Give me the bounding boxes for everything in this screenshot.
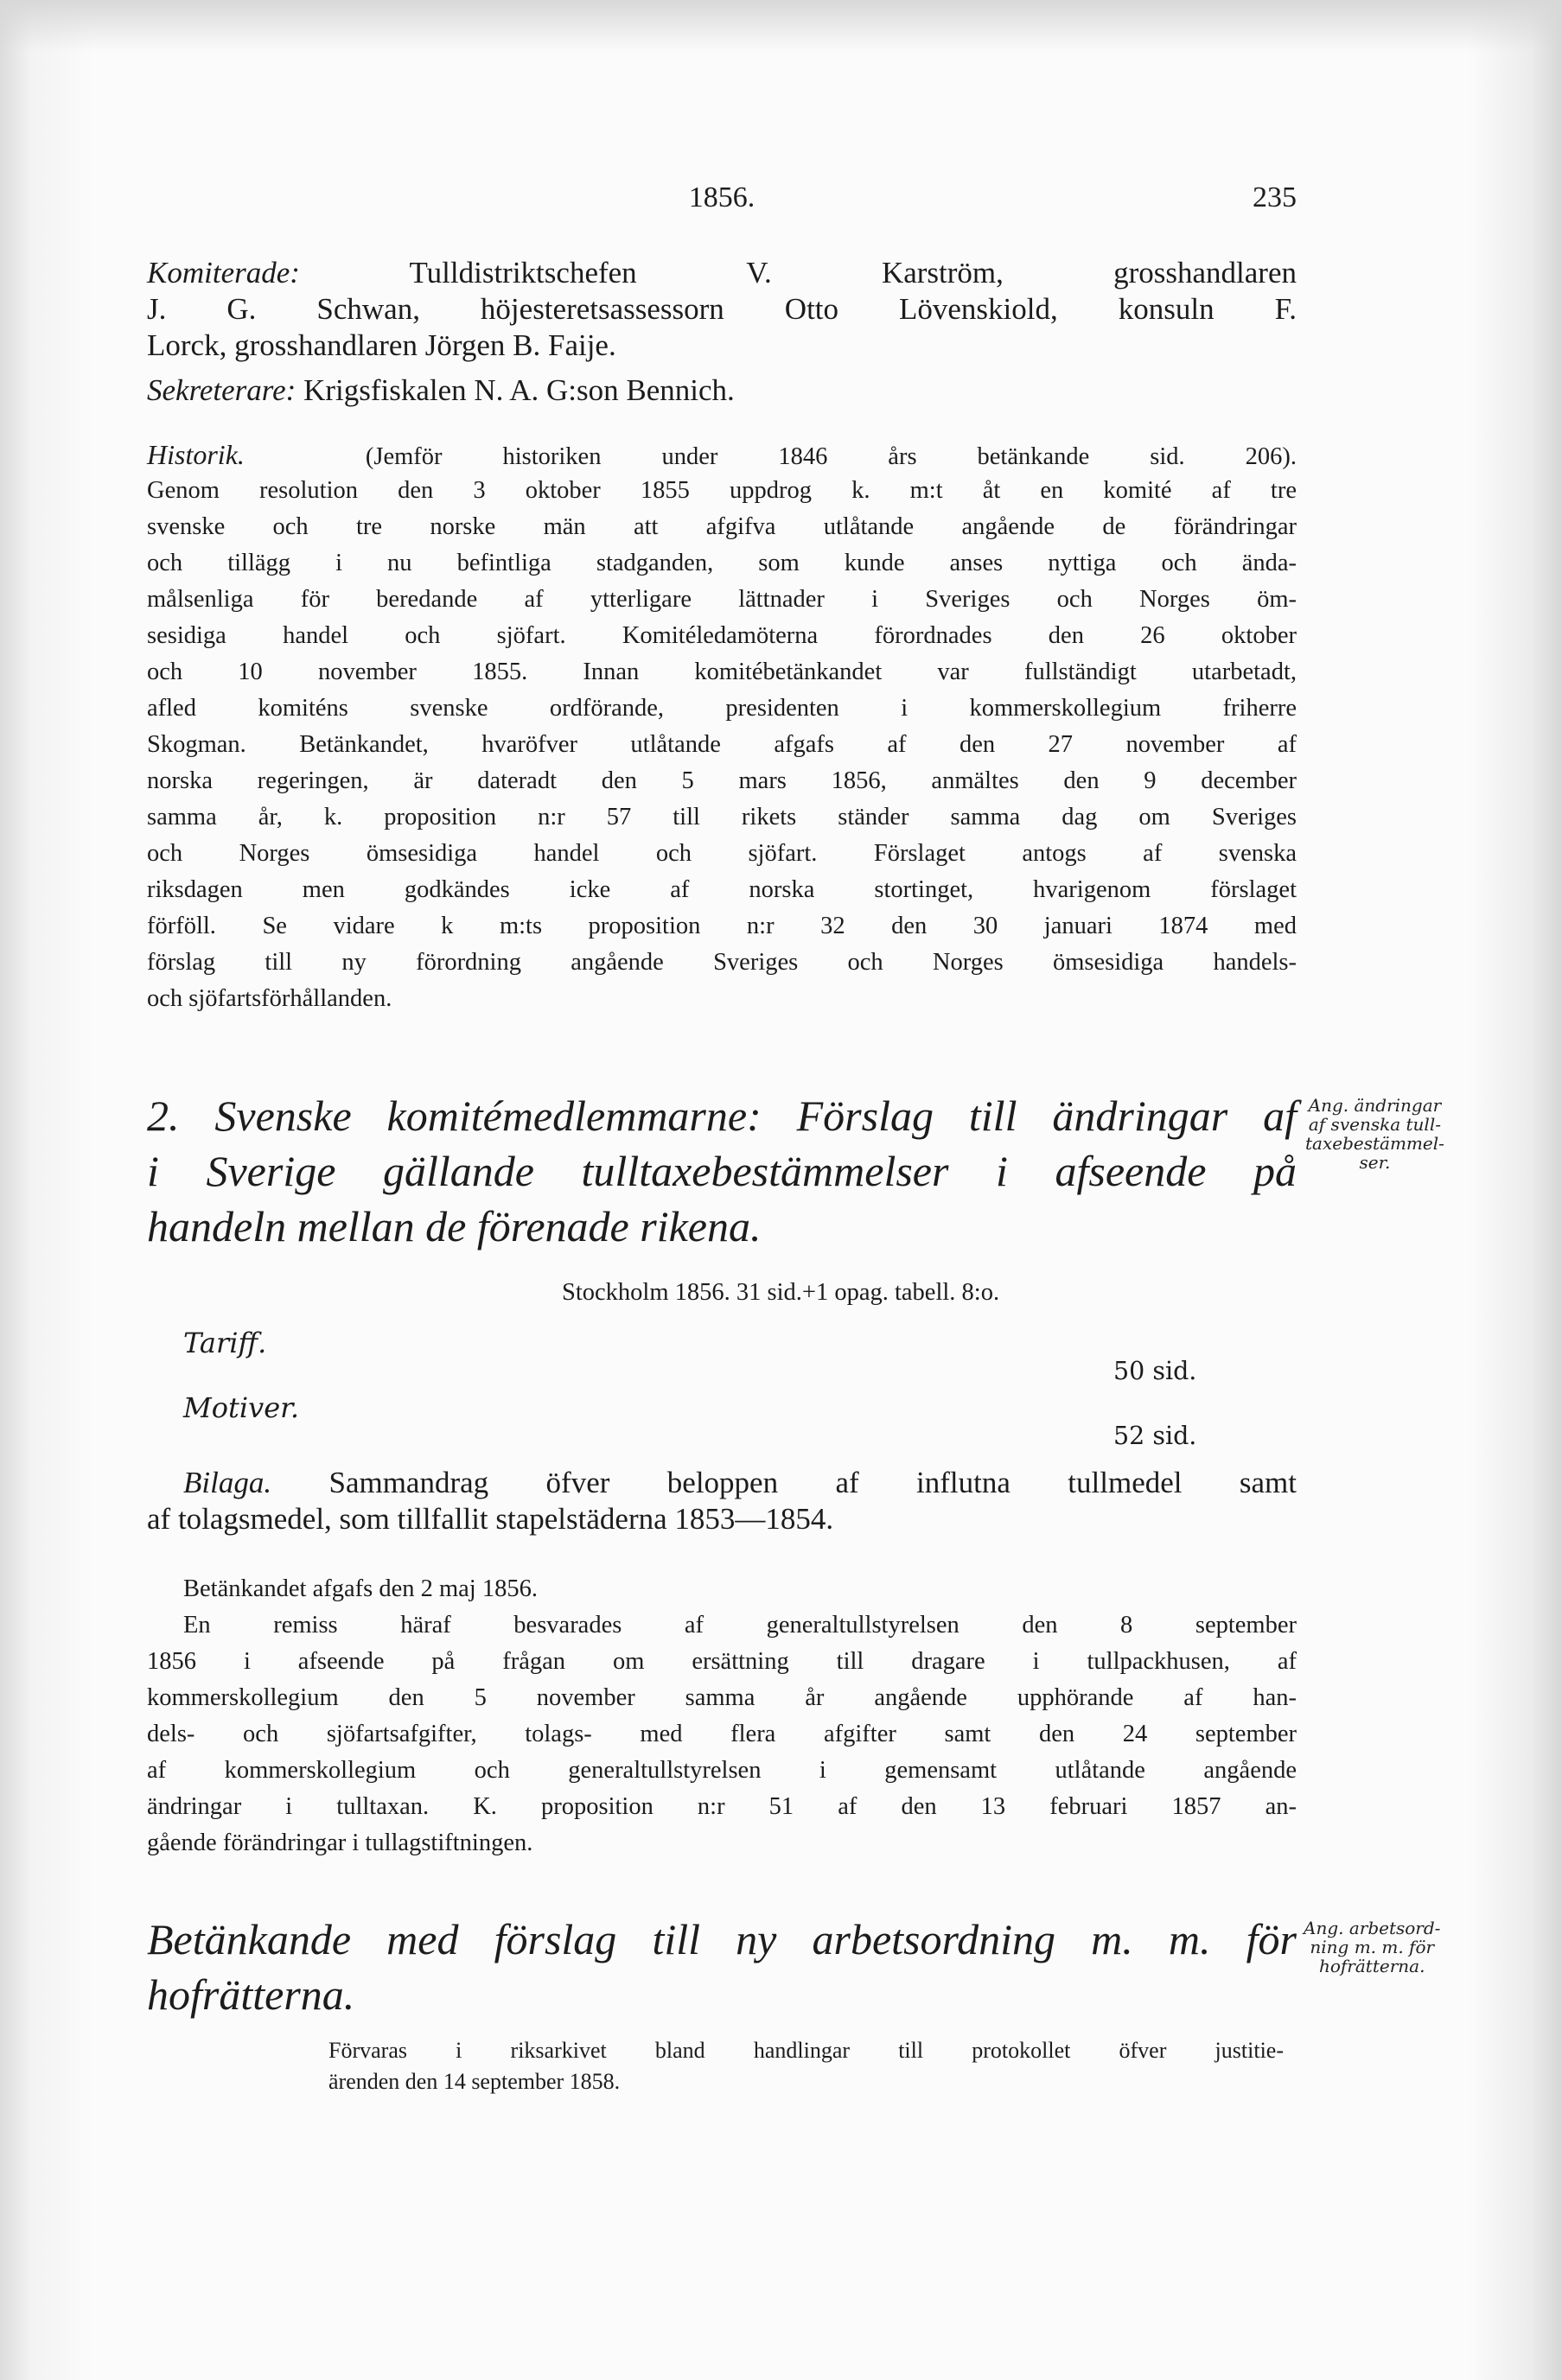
section-komiterade bbox=[147, 255, 1297, 409]
section3-note-line-1: Förvaras i riksarkivet bland handlingar till protokollet öfver justitie- bbox=[328, 2038, 1284, 2063]
historik-line-3: och tillägg i nu befintliga stadganden, som kunde anses nyttiga och ända- bbox=[147, 550, 1297, 576]
section3-title-line-1: Betänkande med förslag till ny arbetsordning m. m. för bbox=[147, 1915, 1297, 1963]
komiterade-line-3: Lorck, grosshandlaren Jörgen B. Faije. bbox=[147, 328, 616, 362]
komiterade-text-1: Tulldistriktschefen V. Karström, grosshandlaren bbox=[409, 256, 1297, 290]
section2-body-line-5: dels- och sjöfartsafgifter, tolags- med flera afgifter samt den 24 september bbox=[147, 1721, 1297, 1747]
section2-title-line-1: 2. Svenske komitémedlemmarne: Förslag till ändringar af bbox=[147, 1091, 1297, 1140]
historik-line-7: afled komiténs svenske ordförande, presidenten i kommerskollegium friherre bbox=[147, 695, 1297, 722]
section2-margin-note-line-2: af svenska tull- bbox=[1308, 1114, 1441, 1135]
header-page-number: 235 bbox=[1253, 181, 1297, 213]
bilaga-label: Bilaga. bbox=[183, 1466, 272, 1499]
historik-line-9: norska regeringen, är dateradt den 5 mars 1856, anmältes den 9 december bbox=[147, 767, 1297, 794]
bilaga-line-1 bbox=[147, 1465, 1297, 1501]
komiterade-line-2: J. G. Schwan, höjesteretsassessorn Otto Lövenskiold, konsuln F. bbox=[147, 292, 1297, 326]
historik-line-14: förslag till ny förordning angående Sveriges och Norges ömsesidiga handels- bbox=[147, 949, 1297, 976]
historik-line-5: sesidiga handel och sjöfart. Komitéledamöterna förordnades den 26 oktober bbox=[147, 622, 1297, 649]
section3-note bbox=[328, 2035, 1284, 2097]
sekreterare-line bbox=[147, 372, 1297, 409]
historik-line-11: och Norges ömsesidiga handel och sjöfart. Förslaget antogs af svenska bbox=[147, 840, 1297, 867]
page-header bbox=[147, 181, 1297, 225]
section3-note-line-2: ärenden den 14 september 1858. bbox=[328, 2069, 621, 2094]
historik-first: (Jemför historiken under 1846 års betänkande sid. 206). bbox=[365, 443, 1297, 470]
section2-margin-note bbox=[1305, 1096, 1444, 1172]
section2-body-line-8: gående förändringar i tullagstiftningen. bbox=[147, 1830, 533, 1856]
section2-title-line-2: i Sverige gällande tulltaxebestämmelser i afseende på bbox=[147, 1147, 1297, 1195]
section-historik bbox=[147, 436, 1297, 1017]
bilaga-text-1: Sammandrag öfver beloppen af influtna tullmedel samt bbox=[328, 1466, 1297, 1499]
section2-title-line-3: handeln mellan de förenade rikena. bbox=[147, 1202, 762, 1250]
section2-body-line-6: af kommerskollegium och generaltullstyrelsen i gemensamt utlåtande angående bbox=[147, 1757, 1297, 1784]
historik-line-12: riksdagen men godkändes icke af norska stortinget, hvarigenom förslaget bbox=[147, 876, 1297, 903]
sekreterare-text: Krigsfiskalen N. A. G:son Bennich. bbox=[303, 373, 735, 407]
section2-imprint: Stockholm 1856. 31 sid.+1 opag. tabell. 8:o. bbox=[562, 1279, 1000, 1306]
section2-body-line-3: 1856 i afseende på frågan om ersättning till dragare i tullpackhusen, af bbox=[147, 1648, 1297, 1675]
section2-body-line-7: ändringar i tulltaxan. K. proposition n:r 51 af den 13 februari 1857 an- bbox=[147, 1793, 1297, 1820]
tariff-label: Tariff. bbox=[183, 1327, 267, 1359]
tariff-pages: 50 sid. bbox=[1113, 1357, 1197, 1385]
section2-margin-note-line-3: taxebestämmel- bbox=[1305, 1133, 1444, 1154]
section2-body-line-1: Betänkandet afgafs den 2 maj 1856. bbox=[183, 1575, 538, 1602]
motiver-label: Motiver. bbox=[183, 1391, 300, 1424]
komiterade-label: Komiterade: bbox=[147, 256, 300, 290]
section3-margin-note-line-2: ning m. m. för bbox=[1310, 1937, 1435, 1957]
historik-label: Historik. bbox=[147, 439, 245, 470]
historik-line-8: Skogman. Betänkandet, hvaröfver utlåtande afgafs af den 27 november af bbox=[147, 731, 1297, 758]
komiterade-line-1 bbox=[147, 255, 1297, 291]
historik-line-15: och sjöfartsförhållanden. bbox=[147, 985, 392, 1012]
section3-title-line-2: hofrätterna. bbox=[147, 1970, 355, 2019]
section3-title bbox=[147, 1914, 1297, 2020]
section2-body-line-4: kommerskollegium den 5 november samma år angående upphörande af han- bbox=[147, 1684, 1297, 1711]
historik-line-2: svenske och tre norske män att afgifva utlåtande angående de förändringar bbox=[147, 513, 1297, 540]
section2-title bbox=[147, 1091, 1297, 1251]
section2-margin-note-line-4: ser. bbox=[1359, 1152, 1391, 1173]
historik-line-6: och 10 november 1855. Innan komitébetänkandet var fullständigt utarbetadt, bbox=[147, 659, 1297, 685]
header-year: 1856. bbox=[688, 181, 755, 213]
section2-bilaga bbox=[147, 1465, 1297, 1537]
sekreterare-label: Sekreterare: bbox=[147, 373, 296, 407]
motiver-pages: 52 sid. bbox=[1113, 1422, 1197, 1450]
section3-margin-note bbox=[1304, 1919, 1440, 1976]
historik-line-1: Genom resolution den 3 oktober 1855 uppdrog k. m:t åt en komité af tre bbox=[147, 477, 1297, 504]
section2-body-line-2: En remiss häraf besvarades af generaltullstyrelsen den 8 september bbox=[183, 1612, 1297, 1639]
section3-margin-note-line-1: Ang. arbetsord- bbox=[1304, 1918, 1441, 1938]
historik-line-0 bbox=[147, 436, 1297, 473]
bilaga-line-2: af tolagsmedel, som tillfallit stapelstäderna 1853—1854. bbox=[147, 1502, 834, 1536]
historik-line-10: samma år, k. proposition n:r 57 till rikets ständer samma dag om Sveriges bbox=[147, 804, 1297, 830]
historik-line-13: förföll. Se vidare k m:ts proposition n:r 32 den 30 januari 1874 med bbox=[147, 913, 1297, 939]
section2-margin-note-line-1: Ang. ändringar bbox=[1308, 1095, 1442, 1116]
section2-body bbox=[147, 1571, 1297, 1861]
historik-line-4: målsenliga för beredande af ytterligare lättnader i Sveriges och Norges öm- bbox=[147, 586, 1297, 613]
section3-margin-note-line-3: hofrätterna. bbox=[1318, 1956, 1425, 1976]
